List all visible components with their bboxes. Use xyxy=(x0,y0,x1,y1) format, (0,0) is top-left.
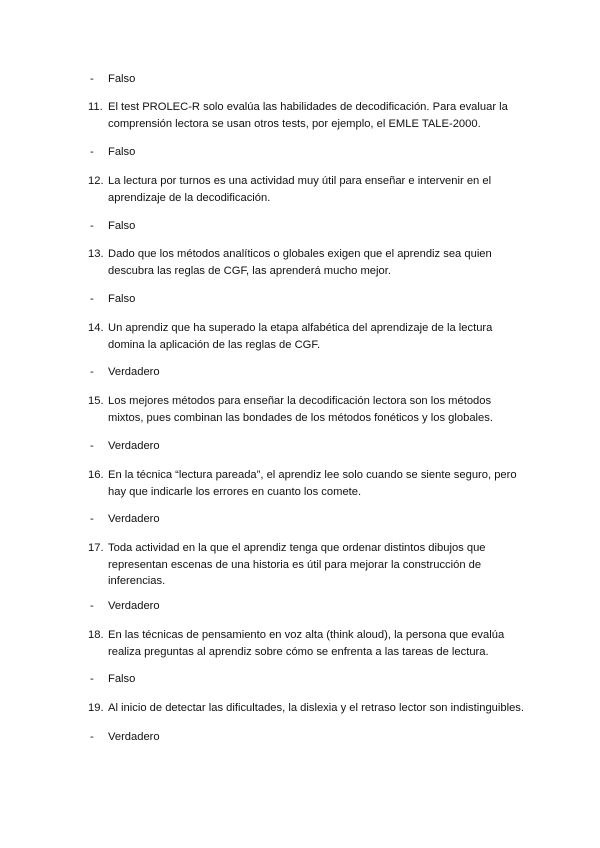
answer-value: Verdadero xyxy=(108,440,160,452)
question-number: 13. xyxy=(88,248,104,260)
answer-marker: - xyxy=(90,731,94,743)
question-13 xyxy=(88,246,528,279)
answer-value: Verdadero xyxy=(108,731,160,743)
answer-marker: - xyxy=(90,513,94,525)
answer-marker: - xyxy=(90,366,94,378)
answer-marker: - xyxy=(90,673,94,685)
question-19 xyxy=(88,700,528,717)
answer-marker: - xyxy=(90,293,94,305)
answer-marker: - xyxy=(90,440,94,452)
answer-value: Verdadero xyxy=(108,513,160,525)
answer-line xyxy=(90,598,510,615)
answer-line xyxy=(90,291,510,308)
answer-marker: - xyxy=(90,146,94,158)
question-number: 18. xyxy=(88,629,104,641)
answer-line xyxy=(90,218,510,235)
question-text: Dado que los métodos analíticos o globales exigen que el aprendiz sea quien descubra las reglas de CGF, las aprenderá mucho mejor. xyxy=(108,248,492,277)
question-14 xyxy=(88,320,528,353)
answer-value: Falso xyxy=(108,293,136,305)
question-text: Toda actividad en la que el aprendiz tenga que ordenar distintos dibujos que representan escenas de una historia es útil para mejorar la construcción de inferencias. xyxy=(108,542,486,587)
answer-line xyxy=(90,511,510,528)
answer-marker: - xyxy=(90,220,94,232)
question-text: Al inicio de detectar las dificultades, la dislexia y el retraso lector son indistinguibles. xyxy=(108,702,525,714)
answer-value: Falso xyxy=(108,673,136,685)
answer-value: Falso xyxy=(108,73,136,85)
answer-marker: - xyxy=(90,73,94,85)
question-number: 17. xyxy=(88,542,104,554)
question-number: 19. xyxy=(88,702,104,714)
question-17 xyxy=(88,540,528,590)
answer-line xyxy=(90,364,510,381)
question-number: 12. xyxy=(88,175,104,187)
answer-line xyxy=(90,71,510,88)
answer-line xyxy=(90,144,510,161)
question-text: En la técnica “lectura pareada”, el aprendiz lee solo cuando se siente seguro, pero hay que indicarle los errores en cuanto los comete. xyxy=(108,469,517,498)
answer-value: Verdadero xyxy=(108,600,160,612)
question-number: 15. xyxy=(88,395,104,407)
answer-line xyxy=(90,671,510,688)
answer-value: Verdadero xyxy=(108,366,160,378)
question-15 xyxy=(88,393,528,426)
question-number: 16. xyxy=(88,469,104,481)
question-text: Los mejores métodos para enseñar la decodificación lectora son los métodos mixtos, pues combinan las bondades de los métodos fonéticos y los globales. xyxy=(108,395,493,424)
answer-value: Falso xyxy=(108,146,136,158)
answer-value: Falso xyxy=(108,220,136,232)
question-number: 14. xyxy=(88,322,104,334)
question-18 xyxy=(88,627,528,660)
question-text: El test PROLEC-R solo evalúa las habilidades de decodificación. Para evaluar la comprensión lectora se usan otros tests, por ejemplo, el EMLE TALE-2000. xyxy=(108,101,508,130)
question-text: En las técnicas de pensamiento en voz alta (think aloud), la persona que evalúa realiza preguntas al aprendiz sobre cómo se enfrenta a las tareas de lectura. xyxy=(108,629,505,658)
answer-line xyxy=(90,438,510,455)
question-text: La lectura por turnos es una actividad muy útil para enseñar e intervenir en el aprendizaje de la decodificación. xyxy=(108,175,492,204)
question-text: Un aprendiz que ha superado la etapa alfabética del aprendizaje de la lectura domina la aplicación de las reglas de CGF. xyxy=(108,322,493,351)
question-11 xyxy=(88,99,528,132)
question-16 xyxy=(88,467,528,500)
question-number: 11. xyxy=(88,101,103,113)
answer-line xyxy=(90,729,510,746)
question-12 xyxy=(88,173,528,206)
answer-marker: - xyxy=(90,600,94,612)
